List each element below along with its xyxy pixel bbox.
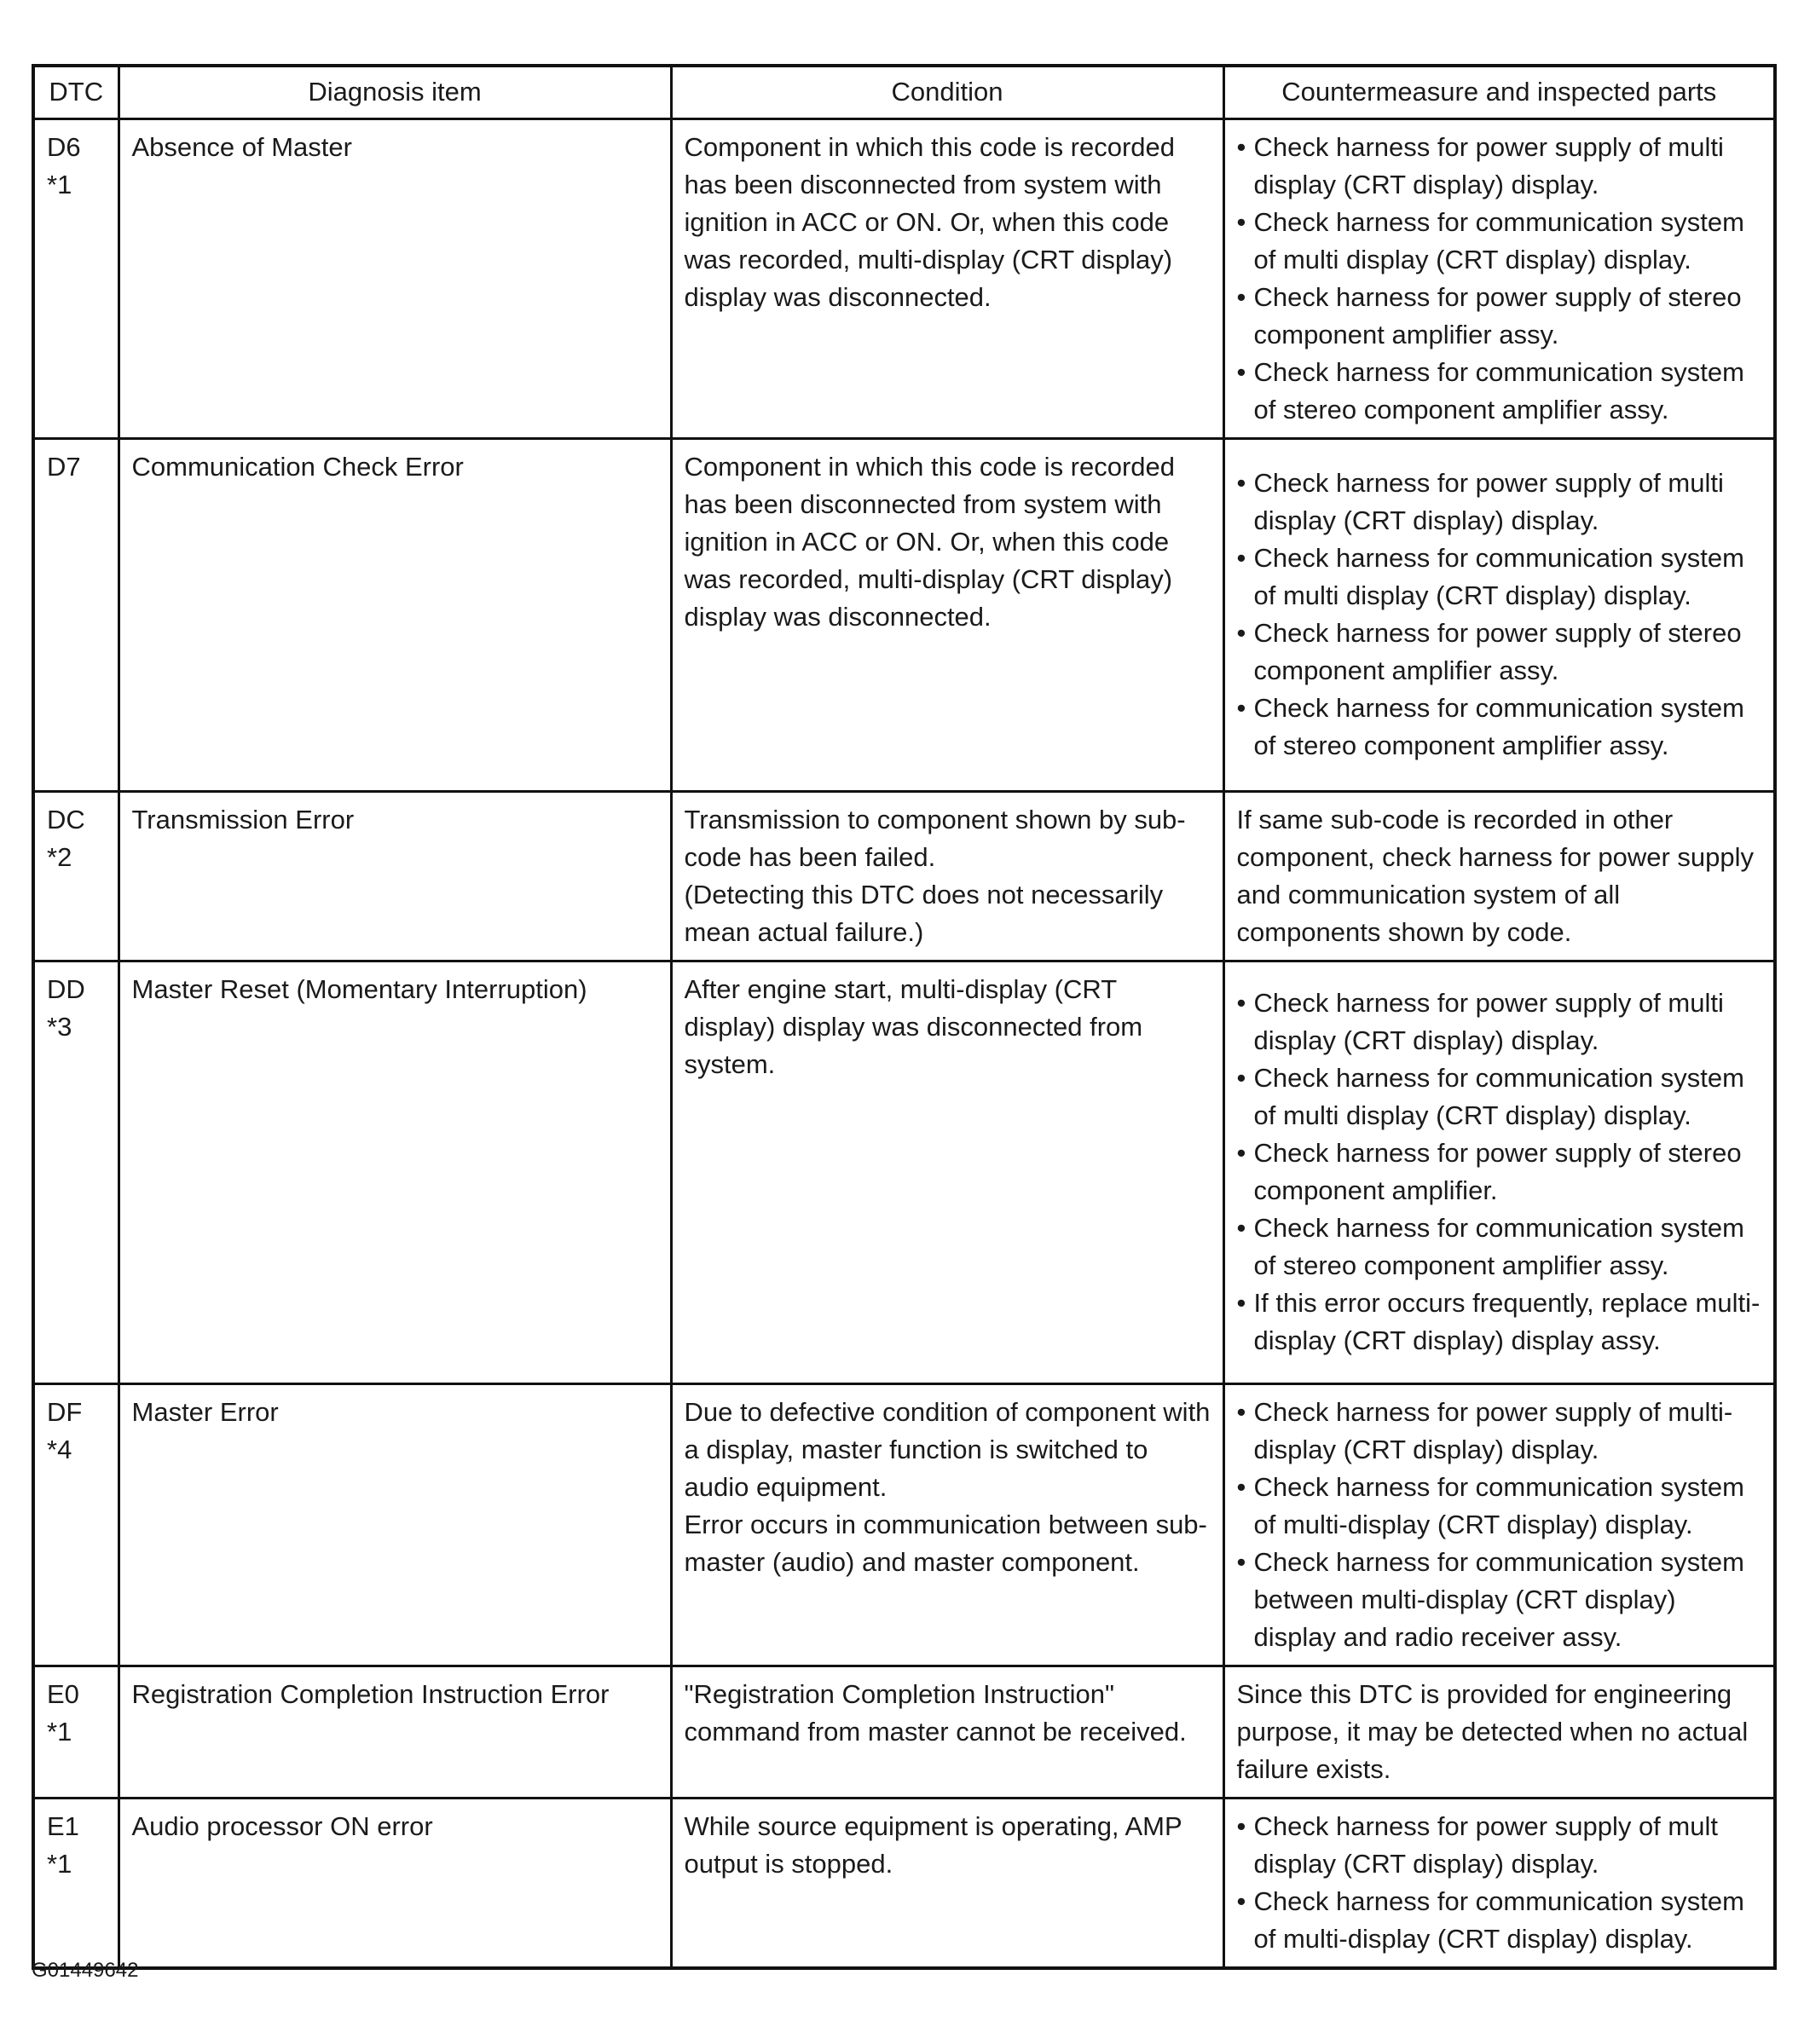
table-row: [33, 1798, 1775, 1968]
condition-text: After engine start, multi-display (CRT display) display was disconnected from system.: [684, 973, 1143, 1079]
list-item: • Check harness for power supply of stereo component amplifier.: [1237, 1135, 1762, 1210]
dtc-note: *1: [47, 169, 72, 199]
dtc-code: E0: [47, 1678, 79, 1709]
condition-text: Component in which this code is recorded has been disconnected from system with ignition in ACC or ON. Or, when this code was recorded, multi-display (CRT display) display was disconnected.: [684, 451, 1176, 632]
condition-text: (Detecting this DTC does not necessarily mean actual failure.): [684, 879, 1164, 947]
list-item: • Check harness for communication system of multi-display (CRT display) display.: [1237, 1883, 1762, 1958]
dtc-note: *1: [47, 1848, 72, 1879]
countermeasure-cell: [1223, 438, 1775, 791]
countermeasure-list: [1237, 465, 1762, 765]
list-item: • Check harness for power supply of multi display (CRT display) display.: [1237, 984, 1762, 1060]
diagnosis-item-cell: Audio processor ON error: [119, 1798, 671, 1968]
dtc-note: *2: [47, 841, 72, 872]
list-item: • Check harness for communication system of multi display (CRT display) display.: [1237, 1060, 1762, 1135]
list-item: • Check harness for communication system of stereo component amplifier assy.: [1237, 1210, 1762, 1285]
dtc-table: [32, 64, 1777, 1970]
dtc-cell: [33, 118, 119, 438]
countermeasure-cell: [1223, 118, 1775, 438]
header-countermeasure: Countermeasure and inspected parts: [1223, 66, 1775, 118]
dtc-code: E1: [47, 1810, 79, 1841]
list-item: • Check harness for communication system of multi display (CRT display) display.: [1237, 540, 1762, 615]
table-row: [33, 438, 1775, 791]
diagnosis-item-cell: Absence of Master: [119, 118, 671, 438]
table-row: [33, 791, 1775, 961]
countermeasure-list: [1237, 1808, 1762, 1958]
condition-text: Transmission to component shown by sub-code has been failed.: [684, 804, 1186, 872]
dtc-cell: [33, 1798, 119, 1968]
condition-cell: [671, 791, 1223, 961]
condition-cell: [671, 1383, 1223, 1666]
dtc-code: D7: [47, 451, 81, 482]
header-dtc: DTC: [33, 66, 119, 118]
dtc-cell: [33, 961, 119, 1383]
table-header-row: [33, 66, 1775, 118]
diagnosis-item-cell: Registration Completion Instruction Error: [119, 1666, 671, 1798]
dtc-code: D6: [47, 131, 81, 162]
list-item: • Check harness for communication system between multi-display (CRT display) display and radio receiver assy.: [1237, 1544, 1762, 1656]
table-row: [33, 1666, 1775, 1798]
list-item: • Check harness for communication system of stereo component amplifier assy.: [1237, 690, 1762, 765]
diagnosis-item-cell: Transmission Error: [119, 791, 671, 961]
dtc-code: DD: [47, 973, 85, 1004]
table-row: [33, 1383, 1775, 1666]
condition-cell: [671, 438, 1223, 791]
list-item: • Check harness for communication system of stereo component amplifier assy.: [1237, 354, 1762, 429]
countermeasure-cell: If same sub-code is recorded in other component, check harness for power supply and communication system of all components shown by code.: [1223, 791, 1775, 961]
condition-cell: [671, 1798, 1223, 1968]
countermeasure-cell: [1223, 961, 1775, 1383]
dtc-cell: [33, 1666, 119, 1798]
dtc-note: *3: [47, 1011, 72, 1042]
countermeasure-cell: [1223, 1383, 1775, 1666]
countermeasure-list: [1237, 1394, 1762, 1656]
table-row: [33, 961, 1775, 1383]
list-item: • Check harness for communication system of multi display (CRT display) display.: [1237, 204, 1762, 279]
header-condition: Condition: [671, 66, 1223, 118]
condition-text: Due to defective condition of component with a display, master function is switched to audio equipment.: [684, 1396, 1211, 1502]
list-item: • If this error occurs frequently, replace multi-display (CRT display) display assy.: [1237, 1285, 1762, 1360]
countermeasure-cell: Since this DTC is provided for engineering purpose, it may be detected when no actual failure exists.: [1223, 1666, 1775, 1798]
countermeasure-list: [1237, 129, 1762, 429]
figure-id: G01449642: [32, 1959, 139, 1982]
condition-text: While source equipment is operating, AMP output is stopped.: [684, 1810, 1182, 1879]
dtc-cell: [33, 1383, 119, 1666]
table-row: [33, 118, 1775, 438]
condition-text: Error occurs in communication between sub-master (audio) and master component.: [684, 1509, 1207, 1577]
condition-text: "Registration Completion Instruction" command from master cannot be received.: [684, 1678, 1187, 1747]
dtc-cell: [33, 791, 119, 961]
list-item: • Check harness for power supply of multi display (CRT display) display.: [1237, 129, 1762, 204]
countermeasure-list: [1237, 984, 1762, 1360]
list-item: • Check harness for power supply of multi display (CRT display) display.: [1237, 465, 1762, 540]
condition-cell: [671, 118, 1223, 438]
countermeasure-cell: [1223, 1798, 1775, 1968]
header-diagnosis-item: Diagnosis item: [119, 66, 671, 118]
list-item: • Check harness for power supply of stereo component amplifier assy.: [1237, 615, 1762, 690]
dtc-code: DC: [47, 804, 85, 834]
dtc-code: DF: [47, 1396, 83, 1427]
diagnosis-item-cell: Master Error: [119, 1383, 671, 1666]
condition-cell: [671, 961, 1223, 1383]
list-item: • Check harness for power supply of multi-display (CRT display) display.: [1237, 1394, 1762, 1469]
list-item: • Check harness for power supply of mult display (CRT display) display.: [1237, 1808, 1762, 1883]
dtc-cell: [33, 438, 119, 791]
condition-cell: [671, 1666, 1223, 1798]
list-item: • Check harness for communication system of multi-display (CRT display) display.: [1237, 1469, 1762, 1544]
diagnosis-item-cell: Master Reset (Momentary Interruption): [119, 961, 671, 1383]
condition-text: Component in which this code is recorded has been disconnected from system with ignition in ACC or ON. Or, when this code was recorded, multi-display (CRT display) display was disconnected.: [684, 131, 1176, 312]
dtc-note: *1: [47, 1716, 72, 1747]
list-item: • Check harness for power supply of stereo component amplifier assy.: [1237, 279, 1762, 354]
diagnosis-item-cell: Communication Check Error: [119, 438, 671, 791]
dtc-note: *4: [47, 1434, 72, 1464]
